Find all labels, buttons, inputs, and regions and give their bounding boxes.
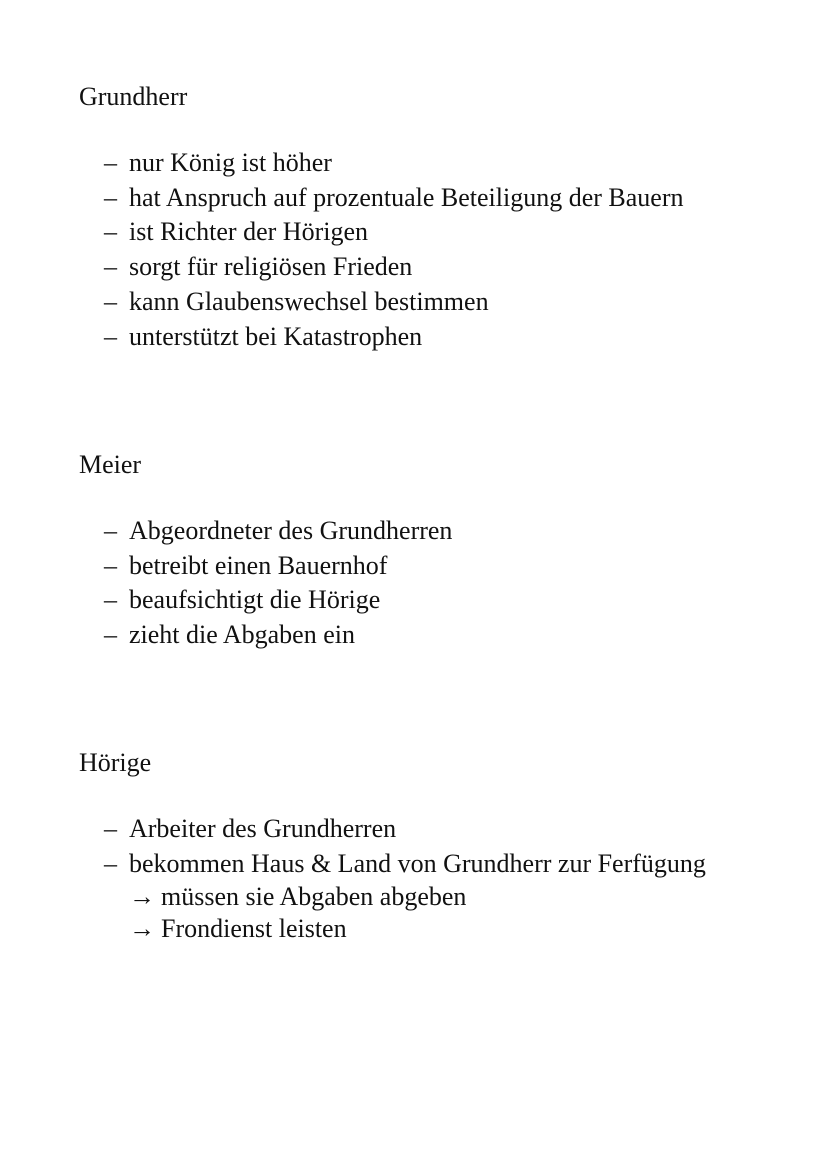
dash-bullet-icon: – — [104, 252, 117, 282]
list-item — [79, 549, 799, 584]
list-item-text: Arbeiter des Grundherren — [129, 814, 397, 843]
list-item-text: nur König ist höher — [129, 148, 332, 177]
section-grundherr — [79, 82, 799, 354]
list-item-text: sorgt für religiösen Frieden — [129, 252, 413, 282]
list-item-text: Abgeordneter des Grundherren — [129, 516, 453, 545]
list-item — [79, 583, 799, 618]
list-item — [79, 250, 799, 285]
dash-bullet-icon: – — [104, 286, 117, 316]
arrow-right-icon: → — [129, 882, 155, 912]
dash-bullet-icon: – — [104, 516, 117, 545]
list-item-text: unterstützt bei Katastrophen — [129, 321, 423, 351]
bullet-list — [79, 146, 799, 354]
arrow-right-icon: → — [129, 914, 155, 944]
list-item — [79, 215, 799, 250]
dash-bullet-icon: – — [104, 217, 117, 247]
list-item — [79, 514, 799, 549]
list-item-text: zieht die Abgaben ein — [129, 620, 355, 650]
list-item-text: betreibt einen Bauernhof — [129, 550, 388, 580]
dash-bullet-icon: – — [104, 620, 117, 650]
list-item — [79, 181, 799, 216]
dash-bullet-icon: – — [104, 321, 117, 351]
list-item-text: hat Anspruch auf prozentuale Beteiligung der Bauern — [129, 182, 684, 212]
list-item-text: beaufsichtigt die Hörige — [129, 585, 381, 615]
dash-bullet-icon: – — [104, 848, 117, 878]
dash-bullet-icon: – — [104, 148, 117, 177]
section-meier — [79, 450, 799, 653]
section-heading: Meier — [79, 450, 142, 479]
list-item — [79, 812, 799, 847]
list-item — [79, 847, 799, 946]
list-item-text: kann Glaubenswechsel bestimmen — [129, 286, 489, 316]
dash-bullet-icon: – — [104, 814, 117, 843]
list-item — [79, 618, 799, 653]
list-item — [79, 146, 799, 181]
dash-bullet-icon: – — [104, 182, 117, 212]
sub-item — [129, 913, 799, 945]
sub-item-text: Frondienst leisten — [161, 914, 347, 944]
section-heading: Grundherr — [79, 82, 188, 111]
section-heading: Hörige — [79, 748, 152, 777]
sub-item — [129, 881, 799, 913]
bullet-list — [79, 514, 799, 653]
section-hoerige — [79, 748, 799, 945]
dash-bullet-icon: – — [104, 550, 117, 580]
list-item-text: ist Richter der Hörigen — [129, 217, 368, 247]
dash-bullet-icon: – — [104, 585, 117, 615]
list-item — [79, 285, 799, 320]
bullet-list — [79, 812, 799, 945]
list-item — [79, 320, 799, 355]
list-item-text: bekommen Haus & Land von Grundherr zur Ferfügung — [129, 848, 706, 878]
sub-item-text: müssen sie Abgaben abgeben — [161, 882, 467, 912]
